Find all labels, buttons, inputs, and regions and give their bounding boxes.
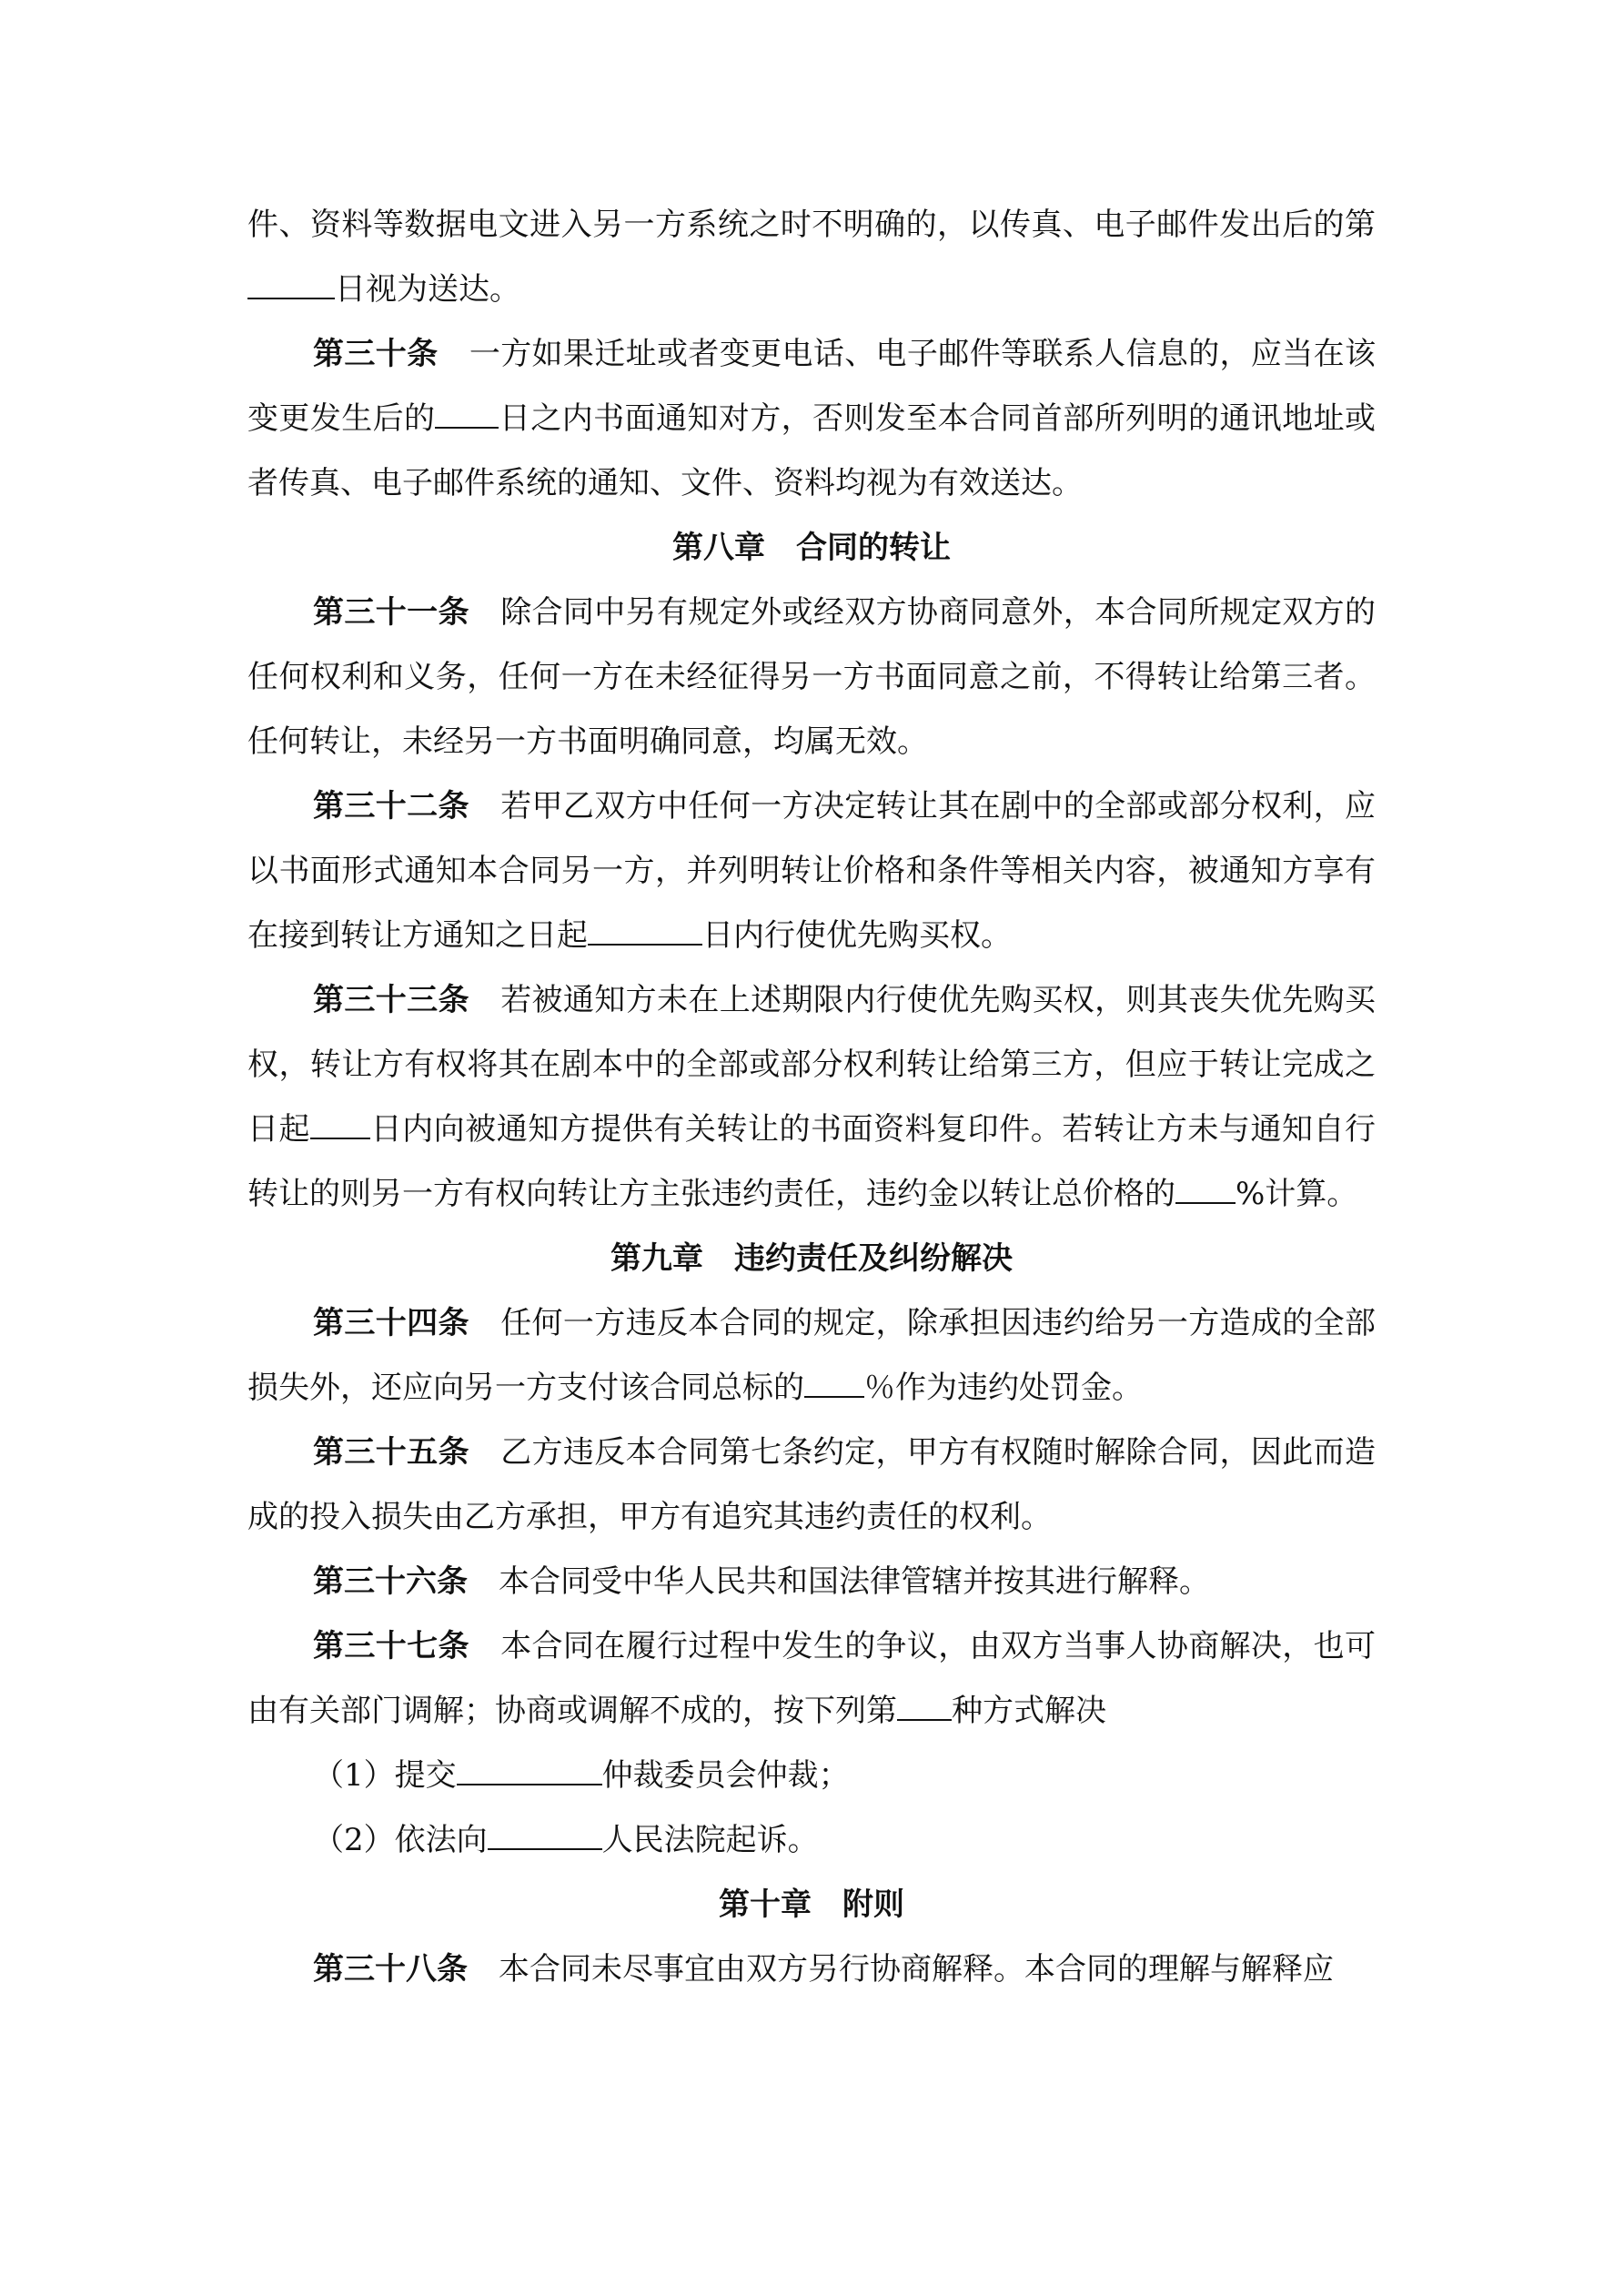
chapter-heading-8 — [247, 516, 1376, 581]
article-text: 本合同受中华人民共和国法律管辖并按其进行解释。 — [499, 1563, 1210, 1600]
fill-blank — [310, 1114, 370, 1139]
article-title: 第三十一条 — [313, 594, 469, 631]
fill-blank — [588, 920, 702, 946]
article-title: 第三十五条 — [313, 1434, 469, 1471]
article-32 — [247, 774, 1376, 968]
chapter-number: 第九章 — [610, 1240, 703, 1277]
chapter-number: 第十章 — [719, 1886, 812, 1923]
article-text: 日内行使优先购买权。 — [702, 917, 1012, 954]
option-text: 仲裁委员会仲裁； — [601, 1757, 850, 1794]
article-text: 日之内书面通知对方，否则发至本合同首部所列明的通讯地址或者传真、电子邮件系统的通知、文件、资料均视为有效送达。 — [247, 400, 1377, 501]
chapter-heading-10 — [247, 1873, 1376, 1937]
fill-blank — [488, 1825, 602, 1850]
article-text: %计算。 — [1236, 1176, 1358, 1212]
option-2 — [247, 1808, 1376, 1873]
article-title: 第三十七条 — [313, 1628, 469, 1664]
article-text: 若被通知方未在上述期限内行使优先购买权，则其丧失优先购买权，转让方有权将其在剧本中的全部或部分权利转让给第三方，但应于转让完成之日起 — [247, 982, 1377, 1148]
article-title: 第三十四条 — [313, 1305, 469, 1341]
chapter-title: 附则 — [842, 1886, 904, 1923]
fill-blank — [247, 274, 335, 299]
paragraph-text: 日视为送达。 — [335, 271, 520, 308]
document-body — [247, 193, 1376, 2002]
article-33 — [247, 968, 1376, 1227]
option-text: （1）提交 — [313, 1757, 457, 1794]
paragraph-continued — [247, 193, 1376, 322]
article-text: 日内向被通知方提供有关转让的书面资料复印件。若转让方未与通知自行转让的则另一方有权向转让方主张违约责任，违约金以转让总价格的 — [247, 1111, 1377, 1212]
article-text: 本合同未尽事宜由双方另行协商解释。本合同的理解与解释应 — [499, 1951, 1334, 1988]
article-text: 除合同中另有规定外或经双方协商同意外，本合同所规定双方的任何权利和义务，任何一方在未经征得另一方书面同意之前，不得转让给第三者。任何转让，未经另一方书面明确同意，均属无效。 — [247, 594, 1377, 760]
article-35 — [247, 1421, 1376, 1550]
article-text: 种方式解决 — [952, 1693, 1106, 1729]
article-title: 第三十三条 — [313, 982, 469, 1018]
article-text: 乙方违反本合同第七条约定，甲方有权随时解除合同，因此而造成的投入损失由乙方承担，甲方有追究其违约责任的权利。 — [247, 1434, 1377, 1535]
article-title: 第三十二条 — [313, 788, 469, 824]
option-text: 人民法院起诉。 — [601, 1822, 819, 1858]
fill-blank — [457, 1760, 602, 1785]
article-31 — [247, 581, 1376, 774]
fill-blank — [897, 1695, 952, 1721]
fill-blank — [435, 403, 499, 429]
article-text: 若甲乙双方中任何一方决定转让其在剧中的全部或部分权利，应以书面形式通知本合同另一方，并列明转让价格和条件等相关内容，被通知方享有在接到转让方通知之日起 — [247, 788, 1377, 954]
paragraph-text: 件、资料等数据电文进入另一方系统之时不明确的，以传真、电子邮件发出后的 — [247, 207, 1345, 243]
chapter-title: 违约责任及纠纷解决 — [734, 1240, 1013, 1277]
article-text: 一方如果迁址或者变更电话、电子邮件等联系人信息的，应当在该变更发生后的 — [247, 336, 1377, 437]
article-37 — [247, 1614, 1376, 1744]
chapter-title: 合同的转让 — [796, 530, 951, 566]
article-34 — [247, 1291, 1376, 1421]
option-text: （2）依法向 — [313, 1822, 488, 1858]
article-text: ％作为违约处罚金。 — [864, 1370, 1143, 1406]
article-title: 第三十六条 — [313, 1563, 468, 1600]
chapter-number: 第八章 — [672, 530, 765, 566]
article-title: 第三十条 — [313, 336, 439, 372]
article-36 — [247, 1550, 1376, 1614]
article-title: 第三十八条 — [313, 1951, 468, 1988]
paragraph-text: 第 — [1345, 207, 1376, 243]
article-30 — [247, 322, 1376, 516]
fill-blank — [1175, 1178, 1236, 1204]
article-38 — [247, 1937, 1376, 2002]
chapter-heading-9 — [247, 1227, 1376, 1291]
fill-blank — [804, 1372, 864, 1398]
article-text: 本合同在履行过程中发生的争议，由双方当事人协商解决，也可由有关部门调解；协商或调解不成的，按下列第 — [247, 1628, 1377, 1729]
option-1 — [247, 1744, 1376, 1808]
article-text: 任何一方违反本合同的规定，除承担因违约给另一方造成的全部损失外，还应向另一方支付该合同总标的 — [247, 1305, 1377, 1406]
